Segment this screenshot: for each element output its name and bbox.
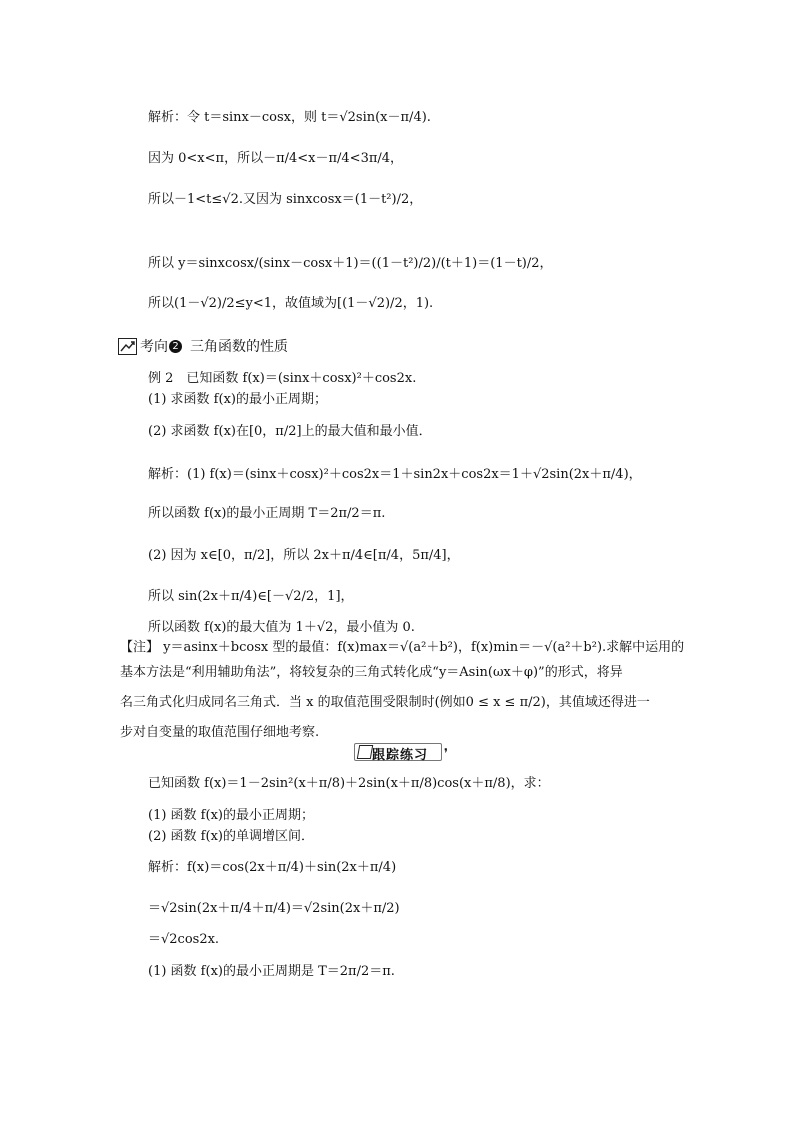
trend-icon xyxy=(118,338,137,355)
exercise-a2: ＝√2sin(2x＋π/4＋π/4)＝√2sin(2x＋π/2) xyxy=(148,901,400,916)
note-line3: 名三角式化归成同名三角式．当 x 的取值范围受限制时(例如0 ≤ x ≤ π/2)，其值域还得进一 xyxy=(120,695,650,710)
pencil-icon xyxy=(357,745,373,759)
exercise-line1: 已知函数 f(x)＝1－2sin²(x＋π/8)＋2sin(x＋π/8)cos(x＋π/8)，求： xyxy=(148,776,550,791)
exercise-q1: (1) 函数 f(x)的最小正周期； xyxy=(148,808,314,823)
analysis1-line1: 解析：令 t＝sinx－cosx，则 t＝√2sin(x－π/4). xyxy=(148,110,431,125)
example-line1: 例 2 已知函数 f(x)＝(sinx＋cosx)²＋cos2x. xyxy=(148,371,417,386)
section-number: 2 xyxy=(169,340,182,353)
practice-banner xyxy=(350,743,460,761)
example-a1: 解析：(1) f(x)＝(sinx＋cosx)²＋cos2x＝1＋sin2x＋cos2x＝1＋√2sin(2x＋π/4)， xyxy=(148,467,642,482)
analysis1-line5: 所以(1－√2)/2≤y<1，故值域为[(1－√2)/2，1). xyxy=(148,296,434,311)
note-line1: 【注】 y＝asinx＋bcosx 型的最值：f(x)max＝√(a²＋b²)，f(x)min＝－√(a²＋b²).求解中运用的 xyxy=(120,640,685,655)
example-a3: (2) 因为 x∈[0，π/2]，所以 2x＋π/4∈[π/4，5π/4]， xyxy=(148,548,460,563)
section-header xyxy=(118,336,288,356)
example-a5: 所以函数 f(x)的最大值为 1＋√2，最小值为 0. xyxy=(148,620,415,635)
analysis1-line2: 因为 0<x<π，所以－π/4<x－π/4<3π/4， xyxy=(148,151,404,166)
section-title: 考向 xyxy=(140,339,168,355)
note-line2: 基本方法是“利用辅助角法”，将较复杂的三角式转化成“y＝Asin(ωx＋φ)”的形式，将异 xyxy=(120,665,623,680)
analysis1-line4: 所以 y＝sinxcosx/(sinx－cosx＋1)＝((1－t²)/2)/(t＋1)＝(1－t)/2， xyxy=(148,256,553,271)
example-q1: (1) 求函数 f(x)的最小正周期； xyxy=(148,392,327,407)
analysis1-line3: 所以－1<t≤√2.又因为 sinxcosx＝(1－t²)/2， xyxy=(148,192,423,207)
example-q2: (2) 求函数 f(x)在[0，π/2]上的最大值和最小值． xyxy=(148,424,432,439)
section-name: 三角函数的性质 xyxy=(190,339,288,355)
example-a2: 所以函数 f(x)的最小正周期 T＝2π/2＝π. xyxy=(148,506,386,521)
practice-label: 跟踪练习 xyxy=(372,748,429,763)
exercise-a4: (1) 函数 f(x)的最小正周期是 T＝2π/2＝π. xyxy=(148,964,395,979)
footprint-icon: ❜ xyxy=(444,746,448,760)
exercise-q2: (2) 函数 f(x)的单调增区间． xyxy=(148,829,314,844)
note-line4: 步对自变量的取值范围仔细地考察. xyxy=(120,725,320,740)
exercise-a3: ＝√2cos2x. xyxy=(148,932,220,947)
example-a4: 所以 sin(2x＋π/4)∈[－√2/2，1]， xyxy=(148,589,354,604)
exercise-a1: 解析：f(x)＝cos(2x＋π/4)＋sin(2x＋π/4) xyxy=(148,860,397,875)
